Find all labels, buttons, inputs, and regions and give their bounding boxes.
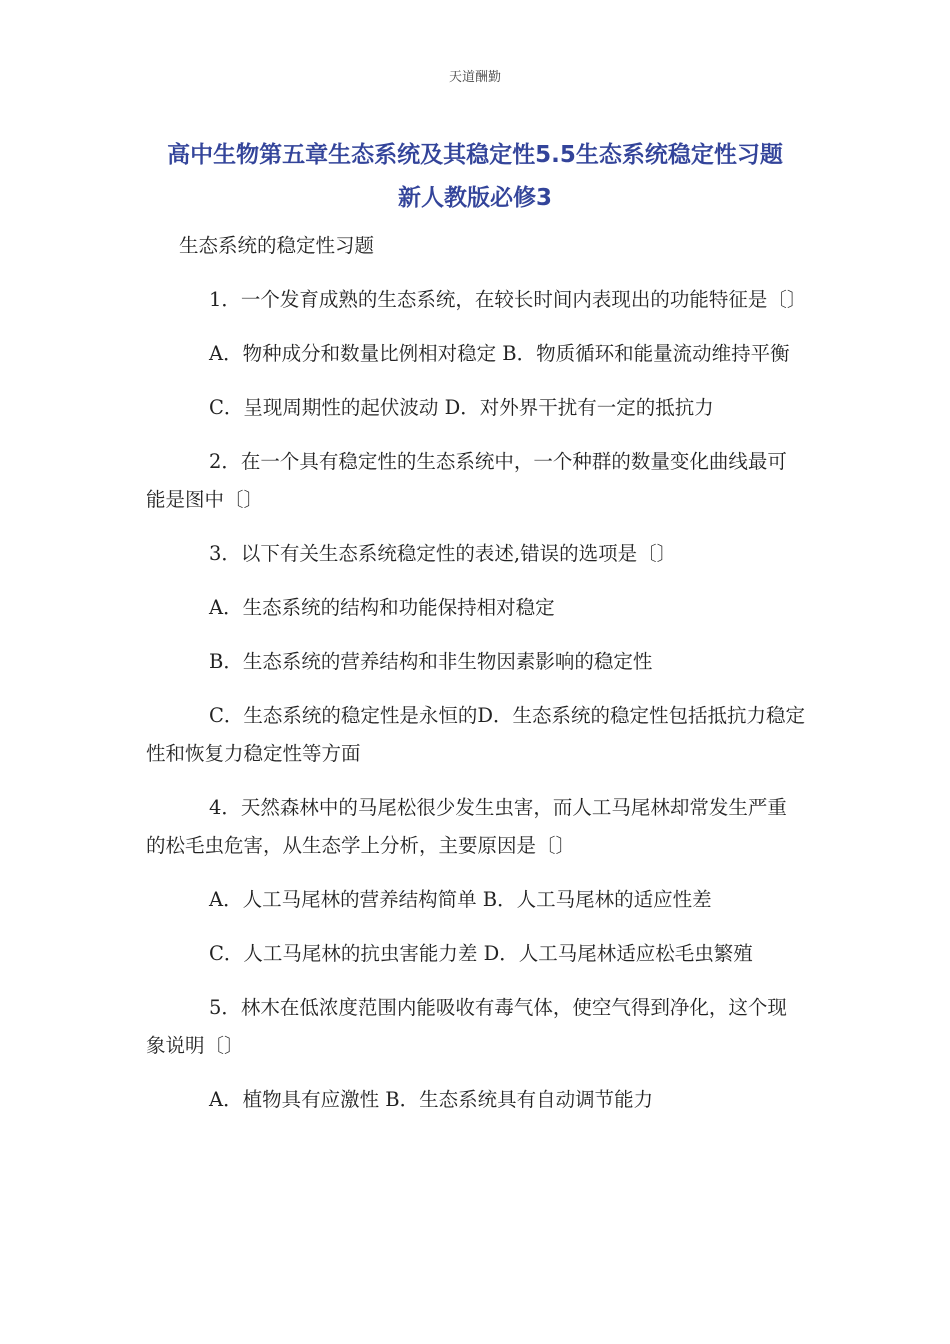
question-3-option-b: B．生态系统的营养结构和非生物因素影响的稳定性 xyxy=(209,650,653,673)
question-5: 5．林木在低浓度范围内能吸收有毒气体，使空气得到净化，这个现象说明〔〕 xyxy=(146,996,787,1057)
question-1: 1．一个发育成熟的生态系统，在较长时间内表现出的功能特征是〔〕 xyxy=(209,288,807,311)
question-4-options-cd: C．人工马尾林的抗虫害能力差 D．人工马尾林适应松毛虫繁殖 xyxy=(209,942,753,965)
question-3: 3．以下有关生态系统稳定性的表述,错误的选项是〔〕 xyxy=(209,542,677,565)
question-2: 2．在一个具有稳定性的生态系统中，一个种群的数量变化曲线最可能是图中〔〕 xyxy=(146,450,787,511)
question-4: 4．天然森林中的马尾松很少发生虫害，而人工马尾林却常发生严重的松毛虫危害，从生态学上分析，主要原因是〔〕 xyxy=(146,796,787,857)
section-heading: 生态系统的稳定性习题 xyxy=(179,234,375,257)
question-1-options-cd: C．呈现周期性的起伏波动 D．对外界干扰有一定的抵抗力 xyxy=(209,396,714,419)
question-5-options-ab: A．植物具有应激性 B．生态系统具有自动调节能力 xyxy=(209,1088,654,1111)
document-title xyxy=(120,134,830,220)
title-line-2: 新人教版必修3 xyxy=(397,185,552,211)
document-body xyxy=(146,227,806,1135)
question-1-options-ab: A．物种成分和数量比例相对稳定 B．物质循环和能量流动维持平衡 xyxy=(209,342,790,365)
question-3-option-a: A．生态系统的结构和功能保持相对稳定 xyxy=(209,596,555,619)
page-header: 天道酬勤 xyxy=(448,70,501,85)
question-3-options-cd: C．生态系统的稳定性是永恒的D．生态系统的稳定性包括抵抗力稳定性和恢复力稳定性等方面 xyxy=(146,704,806,765)
title-line-1: 高中生物第五章生态系统及其稳定性5.5生态系统稳定性习题 xyxy=(167,142,783,168)
question-4-options-ab: A．人工马尾林的营养结构简单 B．人工马尾林的适应性差 xyxy=(209,888,712,911)
